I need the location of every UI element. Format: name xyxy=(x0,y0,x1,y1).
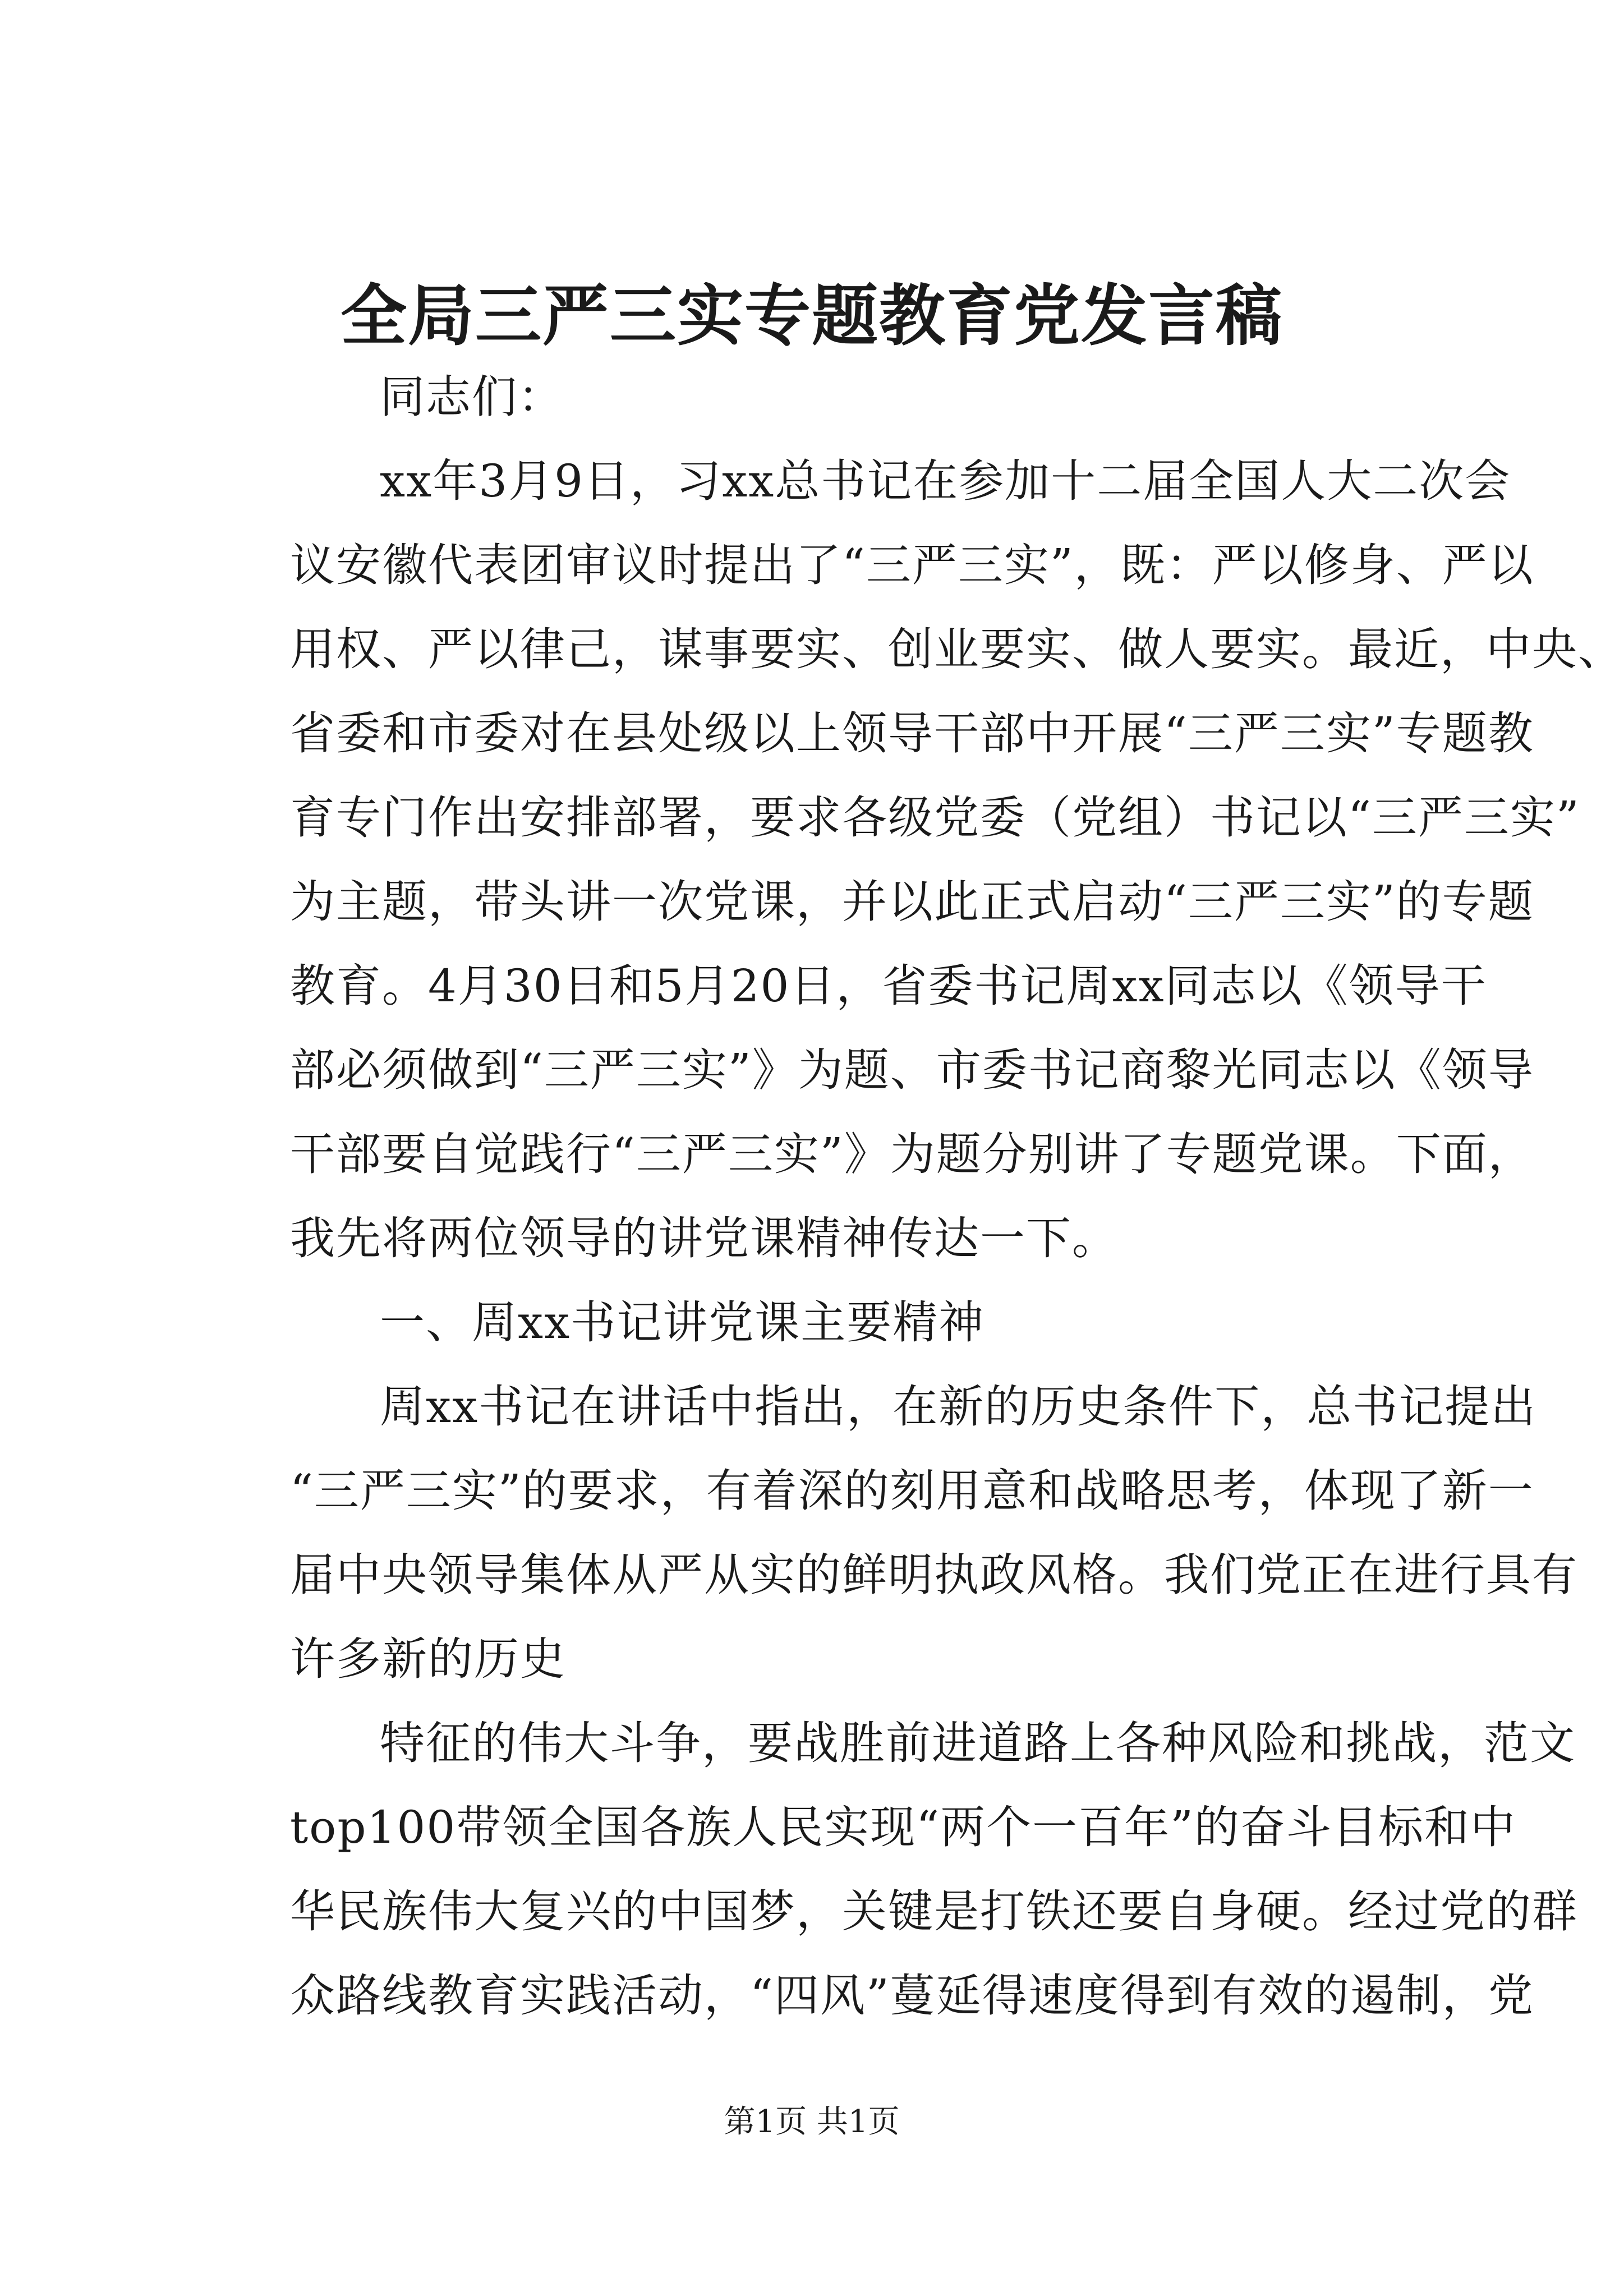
paragraph-line: 干部要自觉践行“三严三实”》为题分别讲了专题党课。下面， xyxy=(290,1128,1534,1180)
paragraph-line: 省委和市委对在县处级以上领导干部中开展“三严三实”专题教 xyxy=(290,707,1534,760)
document-body xyxy=(290,355,1624,2038)
salutation: 同志们： xyxy=(380,371,564,423)
paragraph-line: 为主题，带头讲一次党课，并以此正式启动“三严三实”的专题 xyxy=(290,876,1534,928)
paragraph-line: 众路线教育实践活动，“四风”蔓延得速度得到有效的遏制，党 xyxy=(290,1970,1534,2022)
paragraph-line: 许多新的历史 xyxy=(290,1633,566,1685)
page-footer: 第1页 共1页 xyxy=(724,2104,900,2140)
paragraph-line: 周xx书记在讲话中指出，在新的历史条件下，总书记提出 xyxy=(380,1381,1537,1433)
paragraph-line: xx年3月9日，习xx总书记在参加十二届全国人大二次会 xyxy=(380,455,1511,507)
section-heading: 一、周xx书记讲党课主要精神 xyxy=(380,1296,985,1349)
paragraph-line: 部必须做到“三严三实”》为题、市委书记商黎光同志以《领导 xyxy=(290,1044,1534,1096)
paragraph-line: 特征的伟大斗争，要战胜前进道路上各种风险和挑战，范文 xyxy=(380,1717,1576,1769)
paragraph-line: “三严三实”的要求，有着深的刻用意和战略思考，体现了新一 xyxy=(290,1465,1534,1517)
paragraph-line: 届中央领导集体从严从实的鲜明执政风格。我们党正在进行具有 xyxy=(290,1549,1578,1601)
document-title: 全局三严三实专题教育党发言稿 xyxy=(340,277,1283,355)
paragraph-line: top100带领全国各族人民实现“两个一百年”的奋斗目标和中 xyxy=(290,1801,1517,1853)
paragraph-line: 教育。4月30日和5月20日，省委书记周xx同志以《领导干 xyxy=(290,960,1487,1012)
paragraph-line: 育专门作出安排部署，要求各级党委（党组）书记以“三严三实” xyxy=(290,792,1580,844)
paragraph-line: 华民族伟大复兴的中国梦，关键是打铁还要自身硬。经过党的群 xyxy=(290,1885,1578,1938)
paragraph-line: 议安徽代表团审议时提出了“三严三实”，既：严以修身、严以 xyxy=(290,539,1534,591)
paragraph-line: 用权、严以律己，谋事要实、创业要实、做人要实。最近，中央、 xyxy=(290,623,1624,675)
paragraph-line: 我先将两位领导的讲党课精神传达一下。 xyxy=(290,1212,1118,1264)
